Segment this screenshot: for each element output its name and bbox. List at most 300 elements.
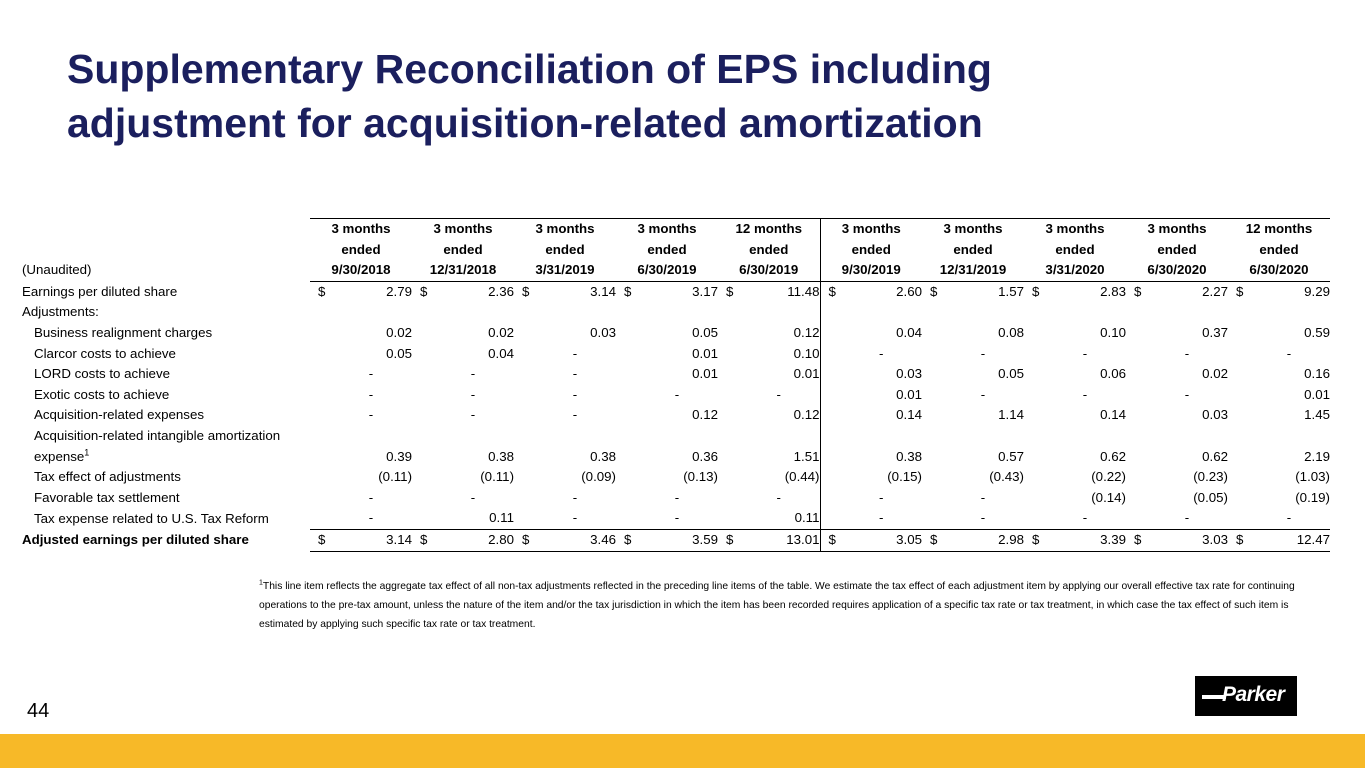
col-header: 3 months xyxy=(820,219,922,240)
value-cell xyxy=(616,467,718,488)
table-row xyxy=(22,364,1330,385)
value-text: 0.05 xyxy=(386,345,412,361)
value-cell xyxy=(412,467,514,488)
header-row-1 xyxy=(22,219,1330,240)
value-text: - xyxy=(879,345,884,361)
value-cell xyxy=(820,344,922,365)
value-text: (0.19) xyxy=(1295,489,1330,505)
value-text: 0.01 xyxy=(692,366,718,382)
value-cell xyxy=(412,508,514,529)
col-header: ended xyxy=(647,241,687,257)
value-text: - xyxy=(572,366,578,382)
parker-logo-icon xyxy=(1195,676,1297,716)
value-text: - xyxy=(980,386,986,402)
value-cell xyxy=(1228,508,1330,529)
value-cell xyxy=(1024,281,1126,302)
value-cell xyxy=(820,405,922,426)
value-text: (0.05) xyxy=(1193,489,1228,505)
value-cell xyxy=(412,323,514,344)
table-header xyxy=(22,219,1330,282)
value-text: - xyxy=(470,366,476,382)
value-cell xyxy=(310,323,412,344)
currency-symbol: $ xyxy=(726,531,734,547)
value-text: 12.47 xyxy=(1296,531,1330,547)
col-header: ended xyxy=(953,241,993,257)
currency-symbol: $ xyxy=(420,283,428,299)
value-text: 1.45 xyxy=(1304,407,1330,423)
row-label: Favorable tax settlement xyxy=(34,489,180,505)
row-label: Earnings per diluted share xyxy=(22,283,178,299)
currency-symbol: $ xyxy=(1236,531,1244,547)
value-cell xyxy=(1024,467,1126,488)
value-cell xyxy=(514,364,616,385)
value-cell xyxy=(616,281,718,302)
value-cell xyxy=(310,467,412,488)
table-row xyxy=(22,385,1330,406)
value-cell xyxy=(1126,405,1228,426)
value-cell xyxy=(412,405,514,426)
value-cell xyxy=(514,447,616,468)
value-cell xyxy=(922,281,1024,302)
row-label: Adjustments: xyxy=(22,304,99,320)
value-cell xyxy=(1126,364,1228,385)
value-cell xyxy=(412,385,514,406)
value-cell xyxy=(1126,529,1228,551)
value-text: 0.36 xyxy=(692,448,718,464)
value-cell xyxy=(820,364,922,385)
value-cell xyxy=(1024,364,1126,385)
value-text: 0.38 xyxy=(896,448,922,464)
value-text: 0.01 xyxy=(1304,386,1330,402)
value-cell xyxy=(310,281,412,302)
row-label: Acquisition-related expenses xyxy=(34,407,205,423)
value-text: 0.01 xyxy=(692,345,718,361)
value-cell xyxy=(718,488,820,509)
value-cell xyxy=(1228,467,1330,488)
eps-reconciliation-table xyxy=(22,218,1330,552)
col-header: ended xyxy=(1157,241,1197,257)
value-text: 1.14 xyxy=(998,407,1024,423)
currency-symbol: $ xyxy=(1134,531,1142,547)
value-cell xyxy=(412,529,514,551)
value-cell xyxy=(514,281,616,302)
value-cell xyxy=(616,529,718,551)
table-row xyxy=(22,405,1330,426)
value-cell xyxy=(820,529,922,551)
row-label: Adjusted earnings per diluted share xyxy=(22,531,249,547)
value-cell xyxy=(616,344,718,365)
value-text: - xyxy=(1082,386,1088,402)
col-header: ended xyxy=(545,241,585,257)
value-cell xyxy=(922,447,1024,468)
value-cell xyxy=(922,488,1024,509)
col-header: 3 months xyxy=(616,219,718,240)
value-cell xyxy=(616,323,718,344)
value-cell xyxy=(310,508,412,529)
table-row xyxy=(22,508,1330,529)
page-title xyxy=(67,42,1267,150)
col-header: ended xyxy=(1055,241,1095,257)
value-text: 2.98 xyxy=(998,531,1024,547)
table-row xyxy=(22,426,1330,447)
value-text: 0.03 xyxy=(590,324,616,340)
table-row xyxy=(22,344,1330,365)
value-text: 0.57 xyxy=(998,448,1024,464)
value-cell xyxy=(820,281,922,302)
value-text: 0.03 xyxy=(896,366,922,382)
value-text: 0.14 xyxy=(896,407,922,423)
value-cell xyxy=(412,344,514,365)
value-text: 3.46 xyxy=(590,531,616,547)
value-cell xyxy=(1024,529,1126,551)
value-cell xyxy=(718,323,820,344)
value-text: 1.57 xyxy=(998,283,1024,299)
row-label: Business realignment charges xyxy=(34,324,213,340)
currency-symbol: $ xyxy=(828,531,836,547)
currency-symbol: $ xyxy=(522,531,530,547)
value-text: 2.19 xyxy=(1304,448,1330,464)
value-text: 0.01 xyxy=(896,386,922,402)
value-text: 0.02 xyxy=(1202,366,1228,382)
value-text: 0.04 xyxy=(896,324,922,340)
currency-symbol: $ xyxy=(1134,283,1142,299)
row-label: Exotic costs to achieve xyxy=(34,386,170,402)
row-label xyxy=(22,447,310,468)
value-cell xyxy=(1126,323,1228,344)
table-row xyxy=(22,281,1330,302)
value-cell xyxy=(1024,447,1126,468)
value-cell xyxy=(922,323,1024,344)
col-header-date: 6/30/2019 xyxy=(616,260,718,281)
value-text: 0.38 xyxy=(590,448,616,464)
value-text: - xyxy=(470,407,476,423)
currency-symbol: $ xyxy=(522,283,530,299)
col-header: 3 months xyxy=(922,219,1024,240)
value-cell xyxy=(412,364,514,385)
value-text: - xyxy=(368,489,374,505)
value-text: 0.11 xyxy=(794,510,820,526)
value-cell xyxy=(718,385,820,406)
value-text: 3.14 xyxy=(386,531,412,547)
row-label: Clarcor costs to achieve xyxy=(34,345,176,361)
value-text: - xyxy=(1286,510,1292,526)
value-text: 0.05 xyxy=(692,324,718,340)
col-header-date: 3/31/2020 xyxy=(1024,260,1126,281)
currency-symbol: $ xyxy=(624,283,632,299)
value-text: - xyxy=(1184,386,1190,402)
value-cell xyxy=(514,405,616,426)
value-cell xyxy=(1228,344,1330,365)
col-header: ended xyxy=(443,241,483,257)
table-row xyxy=(22,447,1330,468)
table-row xyxy=(22,467,1330,488)
col-header: ended xyxy=(341,241,381,257)
value-cell xyxy=(514,529,616,551)
value-cell xyxy=(718,281,820,302)
value-cell xyxy=(718,508,820,529)
row-label: Tax expense related to U.S. Tax Reform xyxy=(34,510,269,526)
table-row xyxy=(22,529,1330,551)
value-cell xyxy=(718,529,820,551)
value-text: - xyxy=(572,386,578,402)
value-text: - xyxy=(572,489,578,505)
value-text: 0.16 xyxy=(1304,366,1330,382)
value-cell xyxy=(310,447,412,468)
row-label: LORD costs to achieve xyxy=(34,366,170,382)
value-cell xyxy=(1228,364,1330,385)
value-text: - xyxy=(368,366,374,382)
value-text: (0.11) xyxy=(480,469,514,485)
value-cell xyxy=(514,323,616,344)
value-text: 0.10 xyxy=(1100,324,1126,340)
table-row xyxy=(22,488,1330,509)
value-text: (0.43) xyxy=(989,469,1024,485)
footnote-text: This line item reflects the aggregate tax effect of all non-tax adjustments reflected in the preceding line items of the table. We estimate the tax effect of each adjustment item by applying our overall effective tax rate for continuing operations to the pre-tax amount, unless the nature of the item and/or the tax jurisdiction in which the item has been recorded requires application of a specific tax rate or tax treatment, in which case the tax effect of such item is estimated by applying such specific tax rate or tax treatment. xyxy=(259,581,1295,630)
value-cell xyxy=(1228,447,1330,468)
col-header-date: 6/30/2020 xyxy=(1126,260,1228,281)
value-cell xyxy=(922,385,1024,406)
value-cell xyxy=(1228,385,1330,406)
value-cell xyxy=(922,405,1024,426)
col-header: 3 months xyxy=(412,219,514,240)
value-cell xyxy=(1228,405,1330,426)
currency-symbol: $ xyxy=(828,283,836,299)
col-header: 3 months xyxy=(514,219,616,240)
value-text: (0.15) xyxy=(887,469,922,485)
header-label-cell xyxy=(22,219,310,240)
value-text: 0.38 xyxy=(488,448,514,464)
value-cell xyxy=(718,364,820,385)
value-text: 3.17 xyxy=(692,283,718,299)
currency-symbol: $ xyxy=(318,283,326,299)
row-label: Acquisition-related intangible amortization xyxy=(34,427,281,443)
footer-bar xyxy=(0,734,1365,768)
value-text: 2.27 xyxy=(1202,283,1228,299)
value-text: 0.08 xyxy=(998,324,1024,340)
value-text: - xyxy=(776,386,781,402)
col-header: 12 months xyxy=(718,219,820,240)
value-cell xyxy=(514,385,616,406)
currency-symbol: $ xyxy=(1032,531,1040,547)
value-text: - xyxy=(1184,345,1190,361)
value-cell xyxy=(922,344,1024,365)
value-text: (0.13) xyxy=(683,469,718,485)
footnote xyxy=(259,577,1319,634)
value-text: 9.29 xyxy=(1304,283,1330,299)
value-cell xyxy=(1126,385,1228,406)
value-cell xyxy=(1228,488,1330,509)
table-row xyxy=(22,323,1330,344)
value-text: - xyxy=(1082,345,1088,361)
value-text: - xyxy=(1082,510,1088,526)
value-text: 3.59 xyxy=(692,531,718,547)
col-header-date: 9/30/2018 xyxy=(310,260,412,281)
logo-text: Parker xyxy=(1222,683,1285,706)
value-cell xyxy=(922,508,1024,529)
value-text: 13.01 xyxy=(786,531,820,547)
value-text: 0.02 xyxy=(386,324,412,340)
value-text: 0.06 xyxy=(1100,366,1126,382)
value-text: - xyxy=(368,386,374,402)
value-cell xyxy=(820,385,922,406)
header-row-2 xyxy=(22,240,1330,261)
value-text: - xyxy=(368,510,374,526)
value-text: 0.37 xyxy=(1202,324,1228,340)
value-text: - xyxy=(776,489,781,505)
value-text: - xyxy=(980,345,986,361)
value-text: 0.11 xyxy=(489,510,514,526)
value-cell xyxy=(1228,323,1330,344)
currency-symbol: $ xyxy=(420,531,428,547)
value-text: (0.09) xyxy=(581,469,616,485)
value-cell xyxy=(616,447,718,468)
value-cell xyxy=(1024,385,1126,406)
value-cell xyxy=(310,529,412,551)
value-text: - xyxy=(368,407,374,423)
currency-symbol: $ xyxy=(1236,283,1244,299)
value-text: - xyxy=(470,386,476,402)
col-header-date: 3/31/2019 xyxy=(514,260,616,281)
value-text: (0.22) xyxy=(1091,469,1126,485)
value-cell xyxy=(718,405,820,426)
value-text: 0.14 xyxy=(1100,407,1126,423)
value-text: - xyxy=(1184,510,1190,526)
value-cell xyxy=(310,385,412,406)
currency-symbol: $ xyxy=(1032,283,1040,299)
value-text: 3.03 xyxy=(1202,531,1228,547)
value-text: 0.03 xyxy=(1202,407,1228,423)
value-text: 0.62 xyxy=(1202,448,1228,464)
value-text: 0.05 xyxy=(998,366,1024,382)
value-cell xyxy=(820,488,922,509)
value-text: - xyxy=(879,489,884,505)
page-title-line-2: adjustment for acquisition-related amortization xyxy=(67,100,983,146)
row-label: Tax effect of adjustments xyxy=(34,469,181,485)
value-text: 2.83 xyxy=(1100,283,1126,299)
value-text: (1.03) xyxy=(1295,469,1330,485)
value-cell xyxy=(1126,467,1228,488)
value-cell xyxy=(514,488,616,509)
value-text: 0.39 xyxy=(386,448,412,464)
currency-symbol: $ xyxy=(624,531,632,547)
value-cell xyxy=(514,467,616,488)
value-text: 2.36 xyxy=(488,283,514,299)
value-text: - xyxy=(980,510,986,526)
value-text: (0.23) xyxy=(1193,469,1228,485)
footnote-marker: 1 xyxy=(259,579,263,587)
value-text: (0.14) xyxy=(1091,489,1126,505)
value-text: - xyxy=(879,510,884,526)
value-text: - xyxy=(674,386,680,402)
value-text: - xyxy=(1286,345,1292,361)
value-cell xyxy=(616,364,718,385)
value-cell xyxy=(820,447,922,468)
value-cell xyxy=(1126,344,1228,365)
value-cell xyxy=(820,323,922,344)
value-text: 2.60 xyxy=(896,283,922,299)
value-cell xyxy=(1024,344,1126,365)
value-text: - xyxy=(674,510,680,526)
value-cell xyxy=(616,405,718,426)
value-cell xyxy=(1024,323,1126,344)
value-text: 0.04 xyxy=(488,345,514,361)
value-text: 0.12 xyxy=(793,324,820,340)
value-text: 2.79 xyxy=(386,283,412,299)
value-text: - xyxy=(572,407,578,423)
value-cell xyxy=(1024,488,1126,509)
table-row xyxy=(22,302,1330,323)
unaudited-label: (Unaudited) xyxy=(22,262,92,278)
value-text: 0.62 xyxy=(1100,448,1126,464)
value-text: 0.01 xyxy=(793,366,820,382)
value-cell xyxy=(1024,405,1126,426)
value-text: 2.80 xyxy=(488,531,514,547)
value-cell xyxy=(820,467,922,488)
footnote-marker: 1 xyxy=(84,447,90,458)
value-text: - xyxy=(674,489,680,505)
col-header-date: 6/30/2020 xyxy=(1228,260,1330,281)
value-text: 1.51 xyxy=(793,448,820,464)
col-header-date: 6/30/2019 xyxy=(718,260,820,281)
col-header: ended xyxy=(820,240,922,261)
value-cell xyxy=(310,405,412,426)
value-text: - xyxy=(572,345,578,361)
value-cell xyxy=(514,508,616,529)
value-cell xyxy=(1126,447,1228,468)
table-body xyxy=(22,281,1330,551)
value-cell xyxy=(922,529,1024,551)
value-cell xyxy=(1024,508,1126,529)
value-text: 0.12 xyxy=(692,407,718,423)
value-text: 3.05 xyxy=(896,531,922,547)
value-text: 0.02 xyxy=(488,324,514,340)
value-text: - xyxy=(572,510,578,526)
col-header: 3 months xyxy=(1126,219,1228,240)
value-cell xyxy=(616,508,718,529)
value-text: - xyxy=(470,489,476,505)
value-text: (0.44) xyxy=(784,469,820,485)
page-number: 44 xyxy=(27,700,50,722)
value-cell xyxy=(1126,281,1228,302)
value-cell xyxy=(310,488,412,509)
col-header: ended xyxy=(749,241,789,257)
value-text: (0.11) xyxy=(378,469,412,485)
value-text: 3.39 xyxy=(1100,531,1126,547)
value-text: 3.14 xyxy=(590,283,616,299)
value-cell xyxy=(412,447,514,468)
value-cell xyxy=(1126,488,1228,509)
value-cell xyxy=(514,344,616,365)
header-row-3 xyxy=(22,260,1330,281)
value-cell xyxy=(820,508,922,529)
value-cell xyxy=(1126,508,1228,529)
col-header-date: 12/31/2019 xyxy=(922,260,1024,281)
value-text: 0.12 xyxy=(793,407,820,423)
col-header-date: 9/30/2019 xyxy=(820,260,922,281)
value-text: 0.10 xyxy=(793,345,820,361)
col-header: ended xyxy=(1259,241,1299,257)
value-cell xyxy=(922,467,1024,488)
value-cell xyxy=(310,344,412,365)
currency-symbol: $ xyxy=(930,283,938,299)
page-title-line-1: Supplementary Reconciliation of EPS including xyxy=(67,46,992,92)
currency-symbol: $ xyxy=(318,531,326,547)
value-cell xyxy=(1228,529,1330,551)
value-text: 0.59 xyxy=(1304,324,1330,340)
col-header: 3 months xyxy=(1024,219,1126,240)
value-cell xyxy=(718,447,820,468)
value-cell xyxy=(1228,281,1330,302)
